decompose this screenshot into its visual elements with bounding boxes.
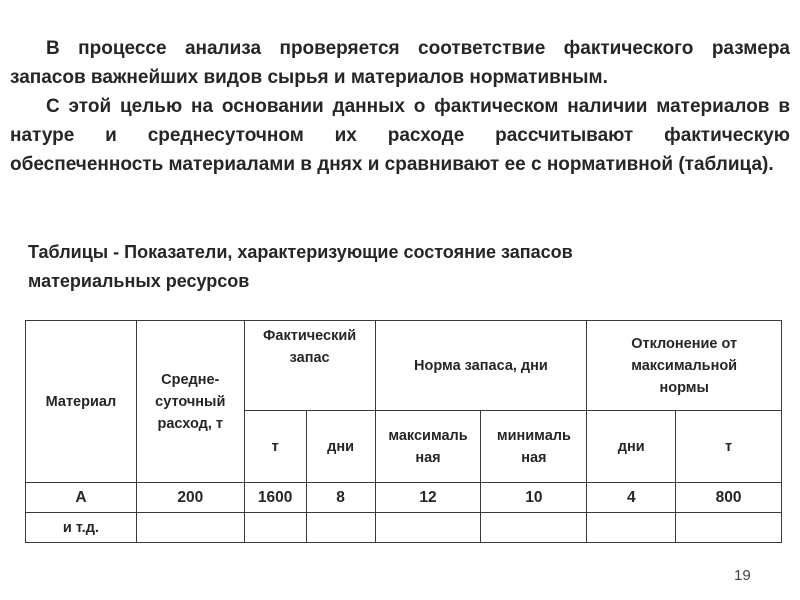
- cell-norm-max: [375, 513, 481, 543]
- cell-material: А: [26, 483, 137, 513]
- header-actual-days: дни: [306, 411, 375, 483]
- inventory-table: [25, 320, 782, 543]
- cell-actual-days: 8: [306, 483, 375, 513]
- cell-actual-t: 1600: [244, 483, 306, 513]
- table-caption: [28, 238, 728, 296]
- cell-daily-use: [136, 513, 244, 543]
- intro-paragraph: [10, 34, 790, 92]
- cell-dev-days: [587, 513, 676, 543]
- cell-material: и т.д.: [26, 513, 137, 543]
- cell-actual-t: [244, 513, 306, 543]
- header-norm-max: максималь ная: [375, 411, 481, 483]
- header-actual-t: т: [244, 411, 306, 483]
- header-dev-t: т: [676, 411, 782, 483]
- cell-daily-use: 200: [136, 483, 244, 513]
- header-norm-min: минималь ная: [481, 411, 587, 483]
- cell-actual-days: [306, 513, 375, 543]
- table-caption-line1: Таблицы - Показатели, характеризующие состояние запасов: [28, 242, 573, 262]
- intro-paragraph-text: В процессе анализа проверяется соответствие фактического размера запасов важнейших видов сырья и материалов нормативным.: [10, 38, 790, 88]
- header-daily-use: Средне- суточный расход, т: [136, 321, 244, 483]
- page-number: 19: [734, 567, 751, 584]
- header-actual-stock: Фактический запас: [244, 321, 375, 411]
- header-deviation: Отклонение от максимальной нормы: [587, 321, 782, 411]
- method-paragraph: [10, 92, 790, 179]
- header-norm-stock: Норма запаса, дни: [375, 321, 587, 411]
- table-header-row: [26, 321, 782, 411]
- table-caption-line2: материальных ресурсов: [28, 271, 250, 291]
- table-row: [26, 483, 782, 513]
- table-row: [26, 513, 782, 543]
- cell-dev-days: 4: [587, 483, 676, 513]
- header-material: Материал: [26, 321, 137, 483]
- cell-norm-min: [481, 513, 587, 543]
- cell-dev-t: 800: [676, 483, 782, 513]
- method-paragraph-text: С этой целью на основании данных о фактическом наличии материалов в натуре и среднесуточном их расходе рассчитывают фактическую обеспеченность материалами в днях и сравнивают ее с нормативной (таблица).: [10, 96, 790, 175]
- cell-norm-min: 10: [481, 483, 587, 513]
- header-dev-days: дни: [587, 411, 676, 483]
- cell-norm-max: 12: [375, 483, 481, 513]
- cell-dev-t: [676, 513, 782, 543]
